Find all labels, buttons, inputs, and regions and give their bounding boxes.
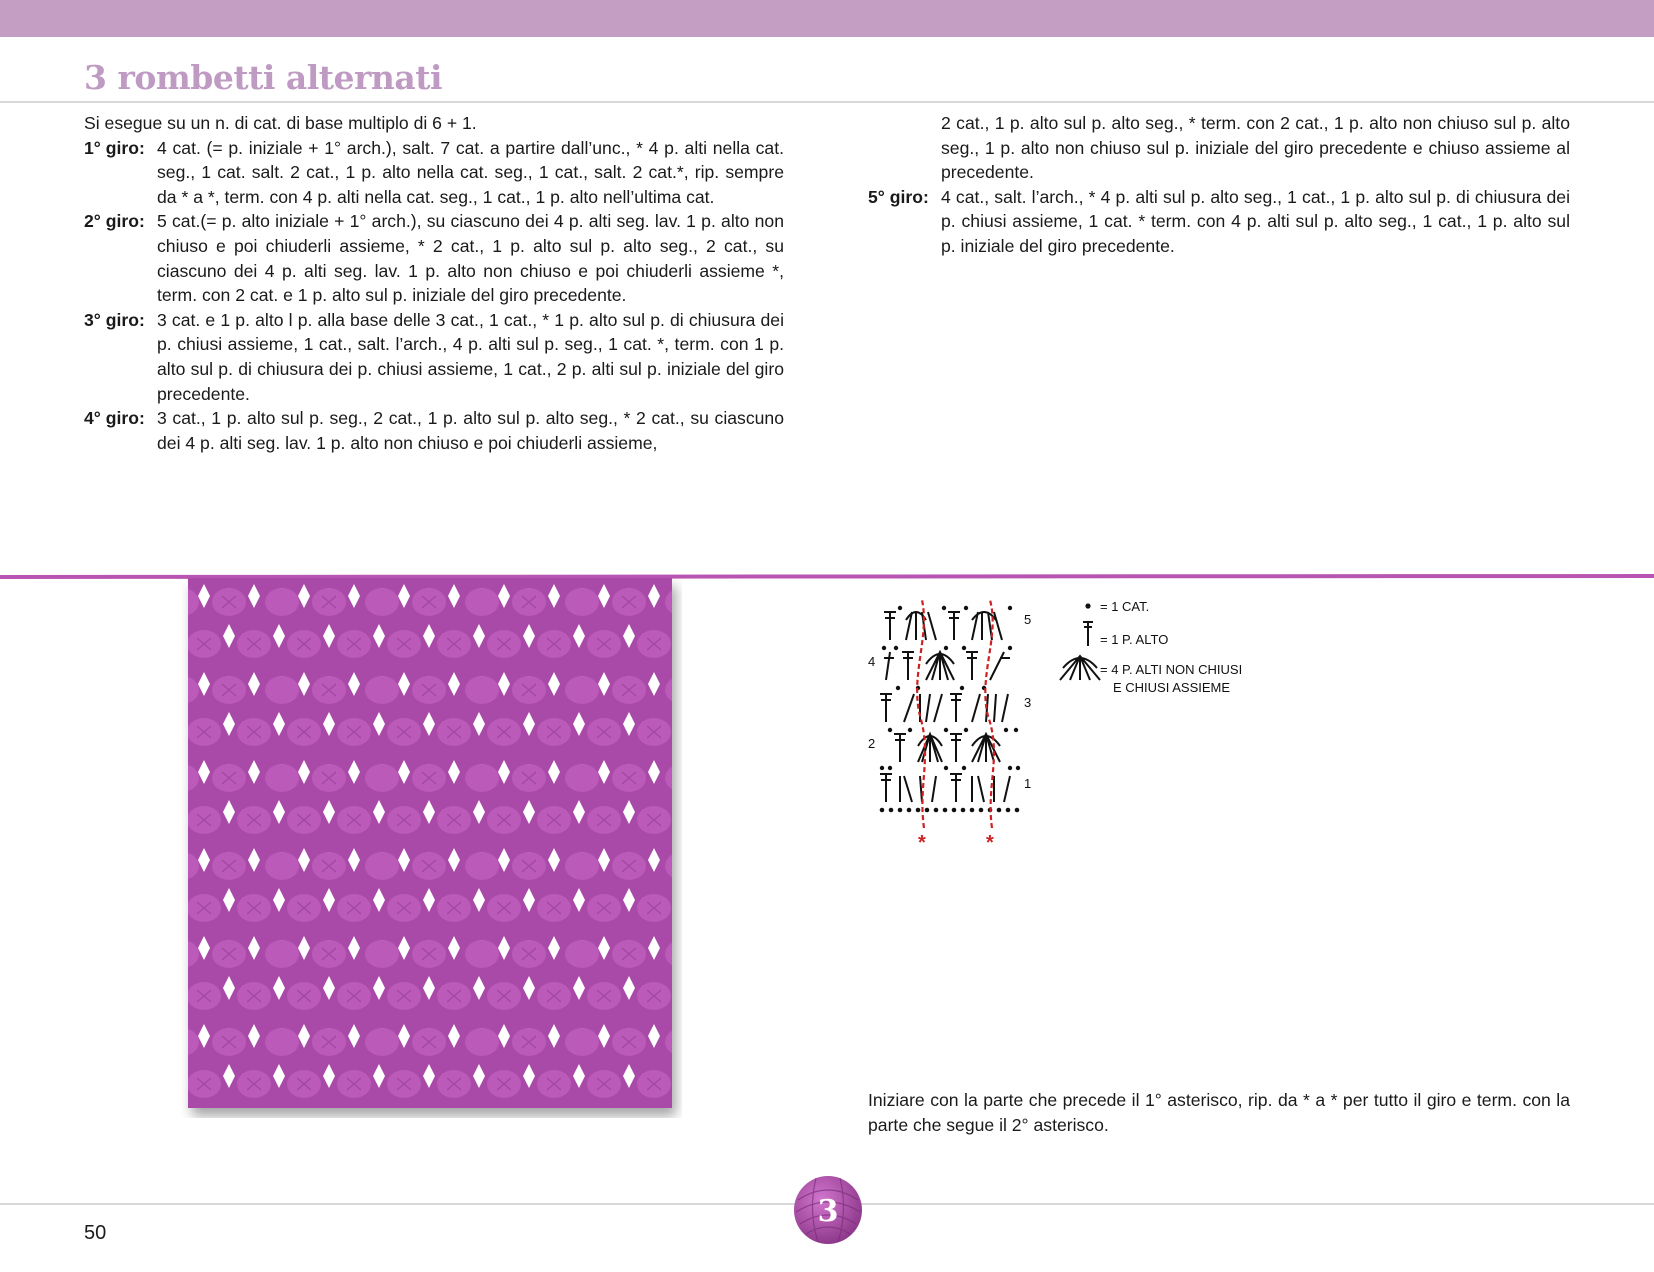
round-1-label: 1° giro:: [84, 137, 145, 158]
chart-legend: [1060, 599, 1242, 695]
title-divider: [0, 101, 1654, 103]
round-5-text: 4 cat., salt. l’arch., * 4 p. alti sul p. alto seg., 1 cat., 1 p. alto sul p. di chiusura dei p. chiusi assieme, 1 cat. * term. con 4 p. alti sul p. alto seg., 1 cat., 1 p. alto sul p. iniziale del giro precedente.: [941, 186, 1570, 256]
asterisk-2: *: [986, 832, 994, 854]
round-4: [84, 406, 784, 455]
page-title: 3 rombetti alternati: [84, 58, 443, 97]
legend-cluster-icon: [1060, 656, 1100, 680]
round-2-text: 5 cat.(= p. alto iniziale + 1° arch.), su ciascuno dei 4 p. alti seg. lav. 1 p. alto non chiuso e poi chiuderli assieme, * 2 cat., 1 p. alto sul p. alto seg., 2 cat., su ciascuno dei 4 p. alti seg. lav. 1 p. alto non chiuso e poi chiuderli assieme *, term. con 2 cat. e 1 p. alto sul p. iniziale del giro precedente.: [157, 211, 784, 306]
legend-chain-label: = 1 CAT.: [1100, 599, 1150, 614]
round-5-label: 5° giro:: [868, 186, 929, 207]
chain-row-base: [880, 808, 1020, 813]
round-2: [84, 209, 784, 307]
asterisk-1: *: [918, 832, 926, 854]
round-4-text: 3 cat., 1 p. alto sul p. seg., 2 cat., 1 p. alto sul p. alto seg., * 2 cat., su ciascuno dei 4 p. alti seg. lav. 1 p. alto non chiuso e poi chiuderli assieme,: [157, 408, 784, 453]
round-2-label: 2° giro:: [84, 211, 145, 232]
legend-cluster-label: = 4 P. ALTI NON CHIUSI: [1100, 662, 1243, 677]
instructions-right-column: [868, 111, 1570, 259]
round-3: [84, 308, 784, 406]
row-number-2: 2: [868, 736, 876, 751]
round-3-label: 3° giro:: [84, 309, 145, 330]
row-number-3: 3: [1024, 695, 1032, 710]
legend-double-crochet-icon: [1083, 622, 1093, 646]
footer-note: Iniziare con la parte che precede il 1° asterisco, rip. da * a * per tutto il giro e term. con la parte che segue il 2° asterisco.: [868, 1090, 1570, 1135]
round-3-text: 3 cat. e 1 p. alto l p. alla base delle 3 cat., 1 cat., * 1 p. alto sul p. di chiusura dei p. chiusi assieme, 1 cat., salt. l’arch., 4 p. alti sul p. seg., 1 cat. *, term. con 1 p. alto sul p. di chiusura dei p. chiusi assieme, 1 cat., 2 p. alti sul p. iniziale del giro precedente.: [157, 309, 784, 404]
row-number-1: 1: [1024, 776, 1032, 791]
legend-chain-icon: [1085, 603, 1090, 608]
round-1-text: 4 cat. (= p. iniziale + 1° arch.), salt. 7 cat. a partire dall’unc., * 4 p. alti nella cat. seg., 1 cat. salt. 2 cat., 1 p. alto nella cat. seg., 1 cat., salt. 2 cat.*, rip. sempre da * a *, term. con 4 p. alti nella cat. seg., 1 cat., 1 p. alto nell’ultima cat.: [157, 137, 784, 207]
row-number-5: 5: [1024, 612, 1032, 627]
legend-cluster-label-line2: E CHIUSI ASSIEME: [1113, 680, 1231, 695]
instructions-left-column: [84, 111, 784, 455]
round-1: [84, 136, 784, 210]
intro-text: Si esegue su un n. di cat. di base multiplo di 6 + 1.: [84, 113, 477, 133]
crochet-swatch-image: [182, 578, 682, 1118]
top-color-bar: [0, 0, 1654, 37]
stitch-chart: [860, 596, 1270, 854]
row-number-4: 4: [868, 654, 876, 669]
round-5: [868, 185, 1570, 259]
ball-number: 3: [817, 1194, 839, 1229]
legend-double-crochet-label: = 1 P. ALTO: [1100, 632, 1169, 647]
yarn-ball-icon: [788, 1170, 868, 1250]
round-4-continued: 2 cat., 1 p. alto sul p. alto seg., * term. con 2 cat., 1 p. alto non chiuso sul p. alto seg., 1 p. alto non chiuso sul p. iniziale del giro precedente e chiuso assieme al precedente.: [941, 113, 1570, 183]
round-4-label: 4° giro:: [84, 408, 145, 429]
page-number: 50: [84, 1222, 107, 1244]
